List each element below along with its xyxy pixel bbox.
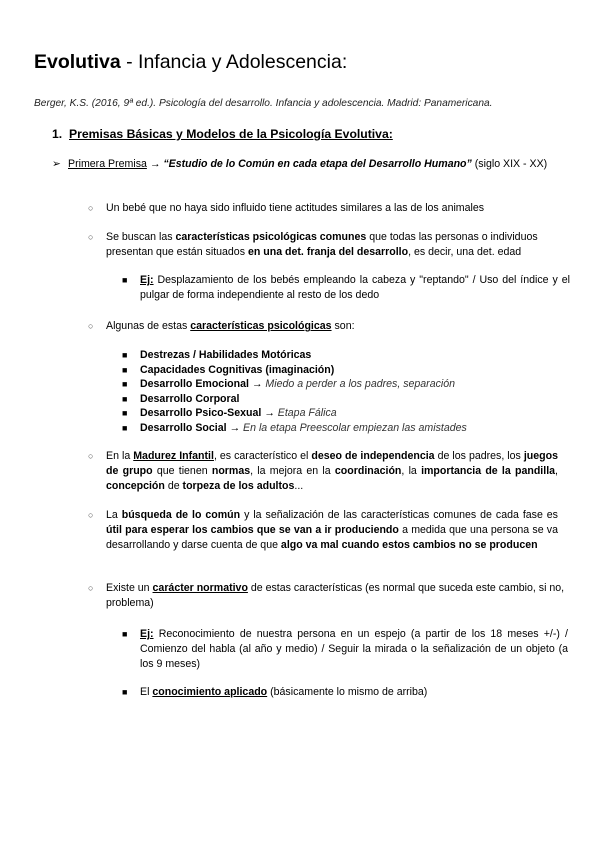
text-bold: búsqueda de lo común: [121, 509, 241, 521]
text-run: Existe un: [106, 582, 153, 594]
text-bold: torpeza de los adultos: [182, 480, 295, 492]
list-item: [88, 581, 568, 611]
characteristic-note: Etapa Fálica: [277, 407, 337, 419]
premise-link[interactable]: Primera Premisa: [68, 158, 147, 170]
item-text: [140, 685, 568, 700]
characteristic-name: Destrezas / Habilidades Motóricas: [140, 349, 312, 361]
characteristic-item: [122, 348, 572, 363]
page-title: [34, 50, 347, 74]
arrow-bullet-icon: ➢: [52, 158, 61, 170]
text-bold: Madurez Infantil: [133, 450, 214, 462]
text-bold: características psicológicas comunes: [175, 231, 367, 243]
example-item: [122, 273, 570, 303]
text-run: Algunas de estas: [106, 320, 191, 332]
item-text: [140, 627, 568, 672]
section-heading: [52, 127, 393, 142]
item-text: [106, 508, 558, 553]
characteristic-name: Desarrollo Psico-Sexual: [140, 407, 262, 419]
arrow-text: →: [261, 407, 278, 419]
premise-quote: “Estudio de lo Común en cada etapa del Desarrollo Humano”: [163, 158, 472, 170]
characteristic-item: [122, 421, 572, 436]
characteristic-note: En la etapa Preescolar empiezan las amistades: [243, 421, 467, 434]
characteristic-item: [122, 406, 572, 421]
text-run: (básicamente lo mismo de arriba): [267, 686, 428, 698]
characteristic-name: Capacidades Cognitivas (imaginación): [140, 363, 335, 376]
list-item: [88, 319, 578, 334]
square-bullet-icon: ■: [122, 687, 128, 697]
text-run: de los padres, los: [434, 450, 524, 462]
circle-bullet-icon: ○: [88, 583, 94, 593]
text-bold: características psicológicas: [190, 320, 332, 332]
example-text: Desplazamiento de los bebés empleando la cabeza y "reptando" / Uso del índice y el pulgar de forma independiente al resto de los dedo: [140, 274, 570, 301]
characteristic-item: [122, 377, 572, 392]
list-item: [88, 230, 566, 260]
text-bold: concepción: [106, 480, 165, 492]
item-text: [106, 230, 566, 260]
arrow-list-item: [52, 157, 572, 171]
text-bold: importancia de la pandilla: [421, 465, 556, 477]
text-run: son:: [331, 320, 355, 332]
arrow-text: →: [248, 378, 266, 390]
text-run: Se buscan las: [106, 231, 176, 243]
text-run: de estas características (es normal que suceda este cambio, si no, problema): [106, 582, 565, 609]
square-bullet-icon: ■: [122, 408, 128, 418]
text-bold: útil para esperar los cambios que se van a ir produciendo: [106, 524, 399, 536]
text-run: En la: [106, 450, 134, 462]
item-text: [106, 581, 568, 611]
text-bold: algo va mal cuando estos cambios no se producen: [280, 539, 538, 551]
square-bullet-icon: ■: [122, 364, 128, 375]
example-label: Ej:: [140, 628, 154, 640]
title-rest: - Infancia y Adolescencia:: [120, 51, 348, 73]
text-run: , la: [401, 465, 422, 477]
characteristic-item: [122, 363, 572, 378]
square-bullet-icon: ■: [122, 422, 128, 433]
text-run: ...: [294, 480, 304, 492]
section-title: Premisas Básicas y Modelos de la Psicología Evolutiva:: [69, 127, 393, 141]
text-bold: deseo de independencia: [311, 450, 435, 462]
example-label: Ej:: [140, 274, 154, 286]
square-bullet-icon: ■: [122, 629, 128, 639]
characteristic-item: [122, 392, 572, 407]
square-bullet-icon: ■: [122, 379, 128, 389]
text-run: de: [164, 480, 183, 492]
title-bold: Evolutiva: [34, 51, 121, 73]
characteristics-list: [122, 348, 572, 435]
text-run: , es característico el: [213, 450, 312, 462]
circle-bullet-icon: ○: [88, 510, 94, 520]
circle-bullet-icon: ○: [88, 451, 94, 461]
square-bullet-icon: ■: [122, 393, 128, 404]
item-text: [106, 449, 558, 494]
list-item: [88, 508, 558, 553]
list-item: [88, 201, 578, 216]
circle-bullet-icon: ○: [88, 203, 94, 213]
text-bold: conocimiento aplicado: [152, 686, 268, 698]
text-run: ,: [555, 465, 558, 477]
text-bold: coordinación: [334, 465, 402, 477]
square-bullet-icon: ■: [122, 350, 128, 360]
circle-bullet-icon: ○: [88, 232, 94, 242]
text-bold: carácter normativo: [152, 582, 248, 594]
circle-bullet-icon: ○: [88, 321, 94, 331]
text-run: a medida que una persona se va desarrollando y darse cuenta de que: [106, 524, 558, 551]
premise-tail: (siglo XIX - XX): [471, 158, 548, 170]
text-bold: en una det. franja del desarrollo: [247, 246, 409, 258]
text-run: y la señalización de las características comunes de cada fase es: [240, 509, 558, 521]
text-run: , la mejora en la: [250, 465, 335, 477]
text-run: que tienen: [152, 465, 212, 477]
text-bold: normas: [211, 465, 251, 477]
premise-arrow: →: [146, 158, 164, 170]
text-run: La: [106, 509, 122, 521]
text-run: El: [140, 686, 153, 698]
text-bold: juegos de grupo: [106, 450, 558, 477]
example-item: [122, 627, 568, 672]
characteristic-name: Desarrollo Emocional: [140, 378, 249, 390]
list-item: [88, 449, 558, 494]
text-run: que todas las personas o individuos presentan que están situados: [106, 231, 538, 258]
text-run: , es decir, una det. edad: [408, 246, 522, 258]
item-text: [140, 273, 570, 303]
bibliographic-reference: Berger, K.S. (2016, 9ª ed.). Psicología del desarrollo. Infancia y adolescencia. Madrid: Panamericana.: [34, 98, 493, 109]
square-bullet-icon: ■: [122, 275, 128, 285]
characteristic-name: Desarrollo Corporal: [140, 392, 240, 405]
section-number: 1.: [52, 127, 63, 141]
item-text: [106, 319, 578, 334]
characteristic-name: Desarrollo Social: [140, 421, 227, 434]
characteristic-note: Miedo a perder a los padres, separación: [265, 378, 456, 390]
arrow-text: →: [226, 421, 244, 434]
item-text: Un bebé que no haya sido influido tiene actitudes similares a las de los animales: [106, 202, 485, 214]
example-text: Reconocimiento de nuestra persona en un espejo (a partir de los 18 meses +/-) / Comienzo del habla (al año y medio) / Seguir la mirada o la señalización de un objeto (a los 9 meses): [140, 628, 568, 670]
example-item: [122, 685, 568, 700]
